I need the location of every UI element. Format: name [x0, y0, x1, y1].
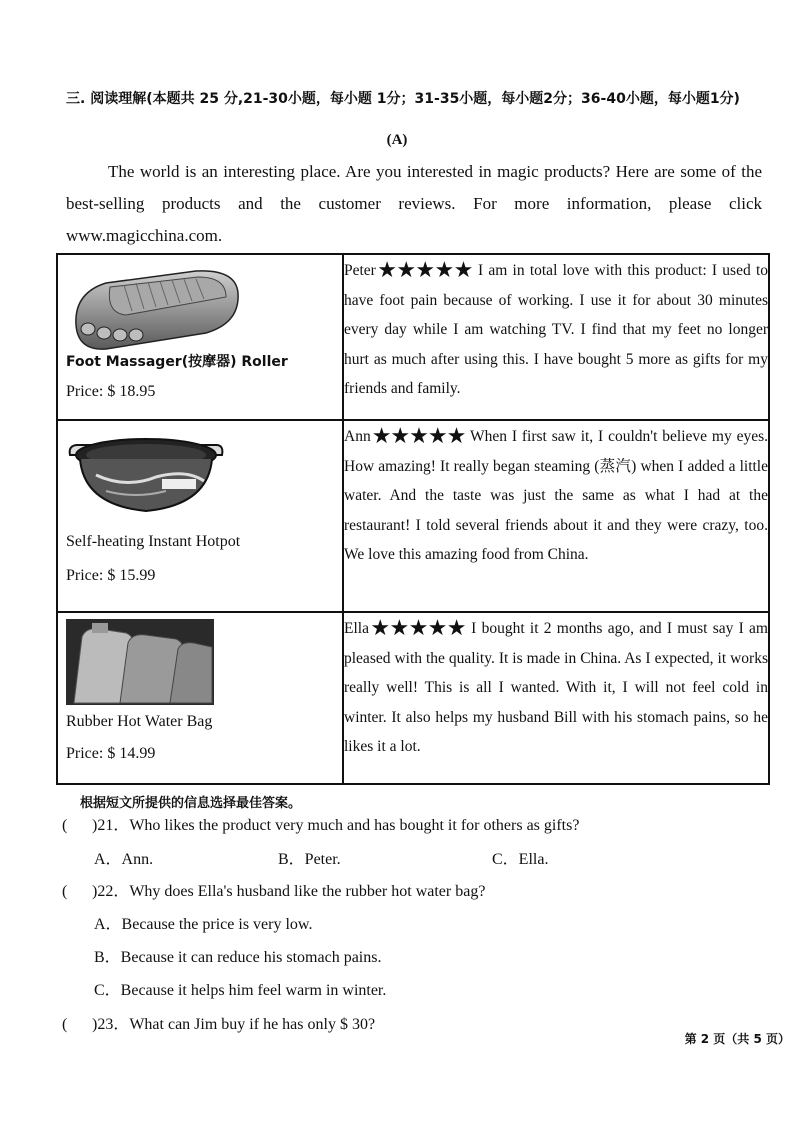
star-rating: ★★★★★ [375, 257, 473, 282]
product-price: Price: $ 14.99 [66, 745, 156, 762]
answer-blank: ( [62, 1016, 68, 1033]
product-row [57, 612, 769, 784]
answer-blank: ( [62, 883, 68, 900]
question-text: )22．Why does Ella's husband like the rubber hot water bag? [92, 883, 486, 900]
product-cell [57, 254, 343, 420]
question-23 [62, 1011, 375, 1034]
option-c: C．Ella. [492, 851, 549, 868]
answer-blank: ( [62, 817, 68, 834]
review-text: I bought it 2 months ago, and I must say I am pleased with the quality. It is made in China. As I expected, it works really well! This is all I wanted. With it, I will not feel cold in winter. It also helps my husband Bill with his stomach pains, so he likes it a lot. [344, 620, 768, 755]
review-cell [343, 612, 769, 784]
hot-water-bag-image [66, 619, 214, 705]
star-rating: ★★★★★ [368, 615, 466, 640]
question-text: )23．What can Jim buy if he has only $ 30? [92, 1016, 376, 1033]
question-21 [62, 812, 579, 835]
product-price: Price: $ 18.95 [66, 383, 156, 400]
product-cell [57, 420, 343, 612]
passage-label: (A) [386, 132, 408, 148]
question-text: )21．Who likes the product very much and has bought it for others as gifts? [92, 817, 580, 834]
product-cell [57, 612, 343, 784]
foot-massager-image [66, 263, 242, 353]
option-a: A．Because the price is very low. [94, 916, 313, 933]
option-c: C．Because it helps him feel warm in winter. [94, 982, 387, 999]
product-name: Self-heating Instant Hotpot [66, 533, 241, 550]
intro-paragraph: The world is an interesting place. Are you interested in magic products? Here are some of the best-selling products and the customer reviews. For more information, please click www.magicchina.com. [66, 162, 762, 245]
review-text: I am in total love with this product: I used to have foot pain because of working. I use it for about 30 minutes every day while I am watching TV. I find that my feet no longer hurt as much after using this. I have bought 5 more as gifts for my friends and family. [344, 262, 768, 397]
product-row [57, 420, 769, 612]
hotpot-image [66, 429, 226, 515]
review-cell [343, 254, 769, 420]
product-row [57, 254, 769, 420]
star-rating: ★★★★★ [370, 423, 466, 448]
section-heading: 三. 阅读理解(本题共 25 分,21-30小题，每小题 1分；31-35小题，每小题2分；36-40小题，每小题1分) [66, 91, 740, 107]
reviewer-name: Ann [344, 428, 371, 445]
question-22 [62, 878, 485, 901]
option-b: B．Because it can reduce his stomach pains. [94, 949, 382, 966]
reviewer-name: Ella [344, 620, 369, 637]
reviewer-name: Peter [344, 262, 376, 279]
products-table [56, 253, 770, 785]
option-b: B．Peter. [278, 851, 341, 868]
review-cell [343, 420, 769, 612]
product-name: Rubber Hot Water Bag [66, 713, 213, 730]
option-a: A．Ann. [94, 851, 154, 868]
instruction: 根据短文所提供的信息选择最佳答案。 [80, 796, 302, 811]
product-name: Foot Massager(按摩器) Roller [66, 354, 288, 370]
page-number: 第 2 页（共 5 页） [684, 1032, 790, 1046]
review-text: When I first saw it, I couldn't believe my eyes. How amazing! It really began steaming (蒸汽) when I added a little water. And the taste was just the same as what I had at the restaurant! I told several friends about it and they were crazy, too. We love this amazing food from China. [344, 428, 768, 563]
product-price: Price: $ 15.99 [66, 567, 156, 584]
